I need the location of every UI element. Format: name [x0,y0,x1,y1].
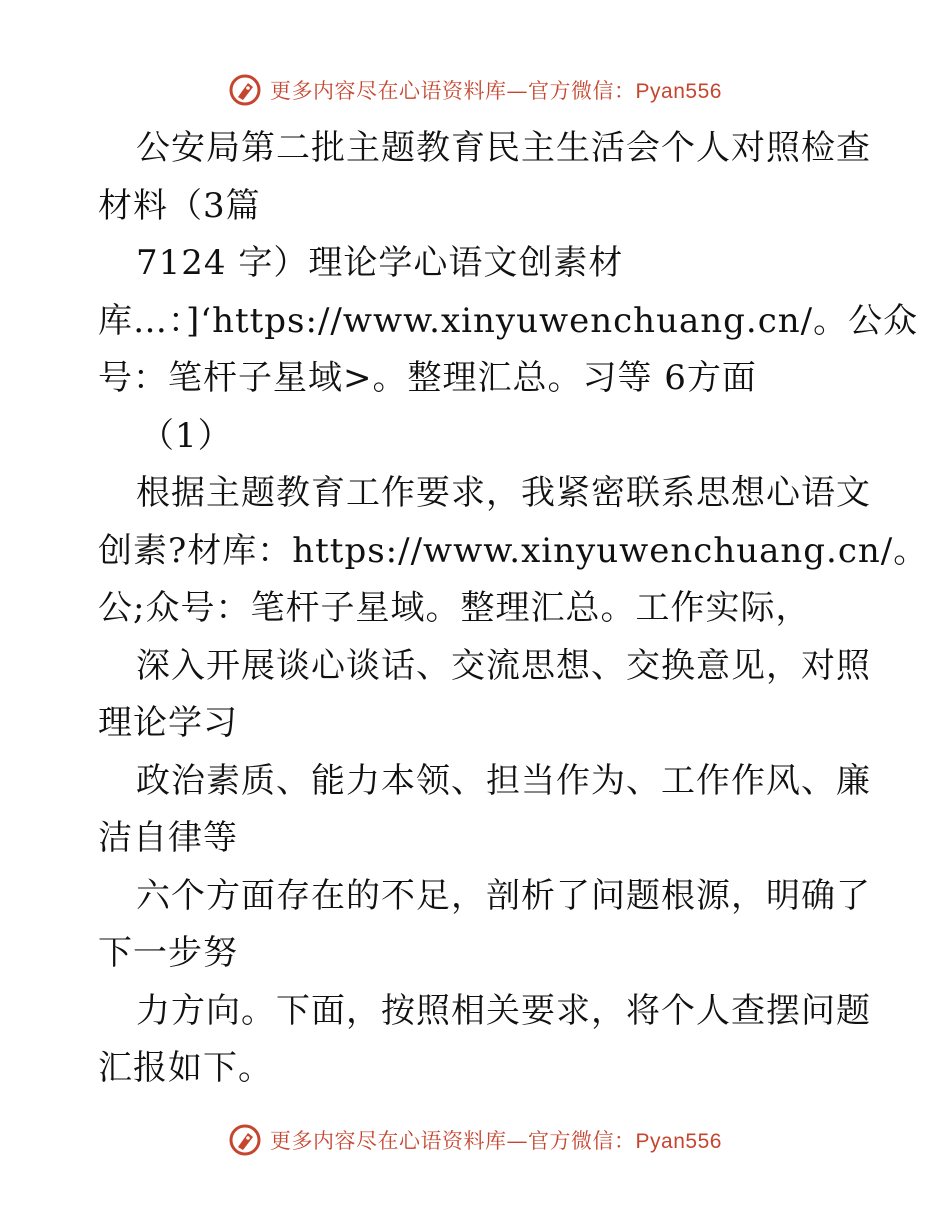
wechat-id: Pyan556 [635,80,722,103]
body-line: 创素?材库：https://www.xinyuwenchuang.cn/。 [98,530,929,571]
body-line: 理论学习 [98,703,238,743]
watermark-banner-top [0,70,950,110]
watermark-banner-bottom [0,1120,950,1160]
body-line: 下一步努 [98,933,238,973]
document-body [98,120,929,1098]
watermark-text: 更多内容尽在心语资料库—官方微信：Pyan556 [270,79,722,103]
section-number: （1） [140,415,233,456]
pen-nib-icon [228,1123,262,1157]
body-line: 深入开展谈心谈话、交流思想、交换意见，对照 [136,645,871,686]
body-line: 汇报如下。 [98,1048,273,1088]
body-line: 材料（3篇 [98,185,261,226]
body-line: 六个方面存在的不足，剖析了问题根源，明确了 [136,875,871,916]
body-line: 洁自律等 [98,818,238,858]
body-line: 7124 字）理论学心语文创素材 [136,243,624,283]
watermark-text: 更多内容尽在心语资料库—官方微信：Pyan556 [270,1129,722,1153]
body-line: 根据主题教育工作要求，我紧密联系思想心语文 [136,473,871,513]
pen-nib-icon [228,73,262,107]
body-line: 公安局第二批主题教育民主生活会个人对照检查 [136,128,871,168]
body-line: 公;众号：笔杆子星域。整理汇总。工作实际， [98,588,811,628]
body-line: 库…：]‘https://www.xinyuwenchuang.cn/。公众 [98,300,919,341]
wechat-id: Pyan556 [635,1130,722,1153]
body-line: 力方向。下面，按照相关要求，将个人查摆问题 [136,990,871,1031]
body-line: 号：笔杆子星域>。整理汇总。习等 6方面 [98,358,757,398]
body-line: 政治素质、能力本领、担当作为、工作作风、廉 [136,760,871,801]
